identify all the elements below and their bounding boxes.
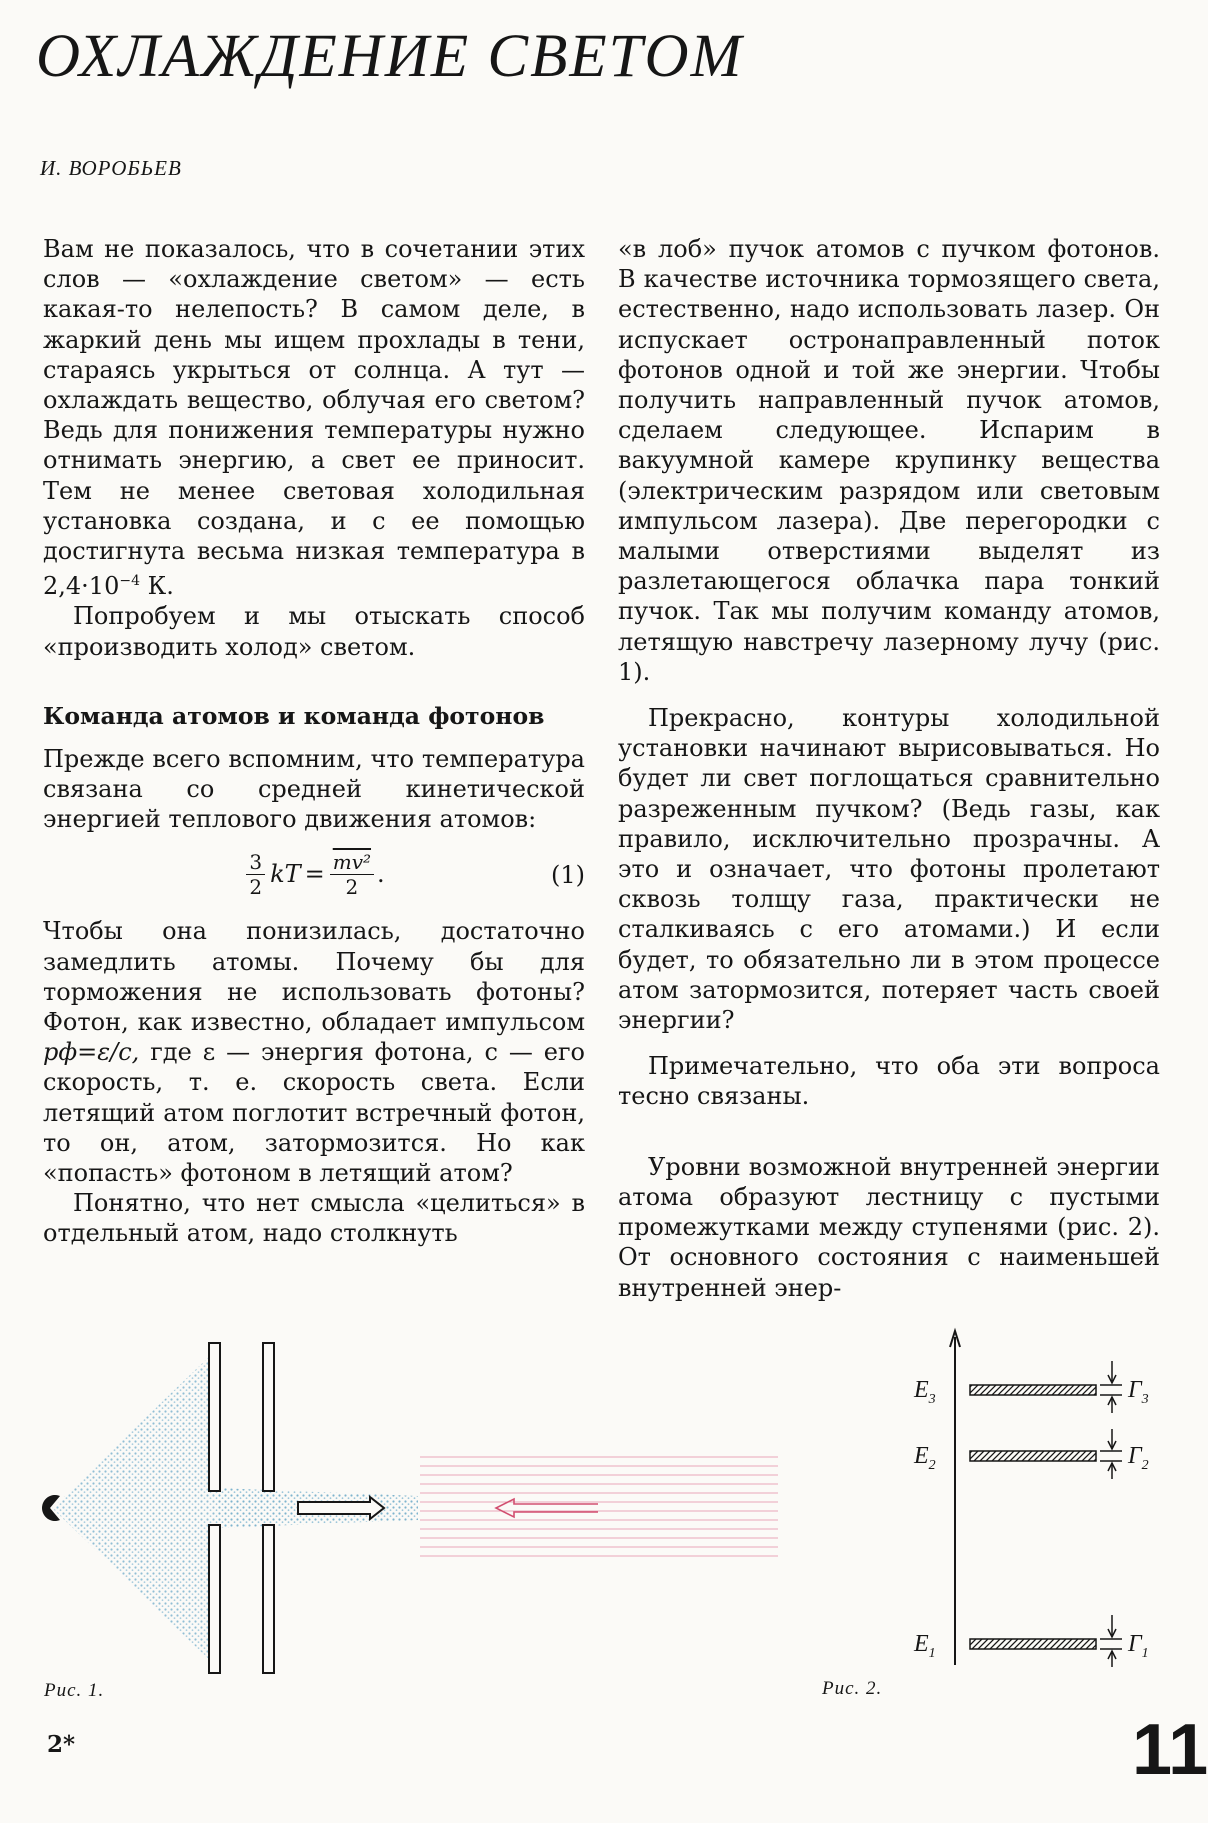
figure-1-diagram (38, 1338, 798, 1678)
article-author: И. ВОРОБЬЕВ (40, 156, 182, 180)
left-paragraph-4-text: Чтобы она понизилась, достаточно замедлить атомы. Почему бы для торможения не использовать фотоны? Фотон, как известно, обладает импульсом (43, 917, 585, 1037)
label-G1: $Г_1$ (1128, 1631, 1149, 1661)
partition-lower-right (263, 1525, 274, 1673)
article-title: ОХЛАЖДЕНИЕ СВЕТОМ (36, 23, 744, 90)
signature-mark: 2* (47, 1731, 76, 1758)
width-marker-1 (1100, 1615, 1122, 1667)
width-marker-3 (1100, 1361, 1122, 1413)
formula-lhs-denominator: 2 (249, 874, 263, 899)
formula-kt: kT (270, 860, 301, 889)
right-paragraph-3: Примечательно, что оба эти вопроса тесно связаны. (618, 1052, 1160, 1111)
figure-2-caption: Рис. 2. (822, 1678, 883, 1699)
formula-period: . (377, 860, 385, 889)
right-paragraph-4: Уровни возможной внутренней энергии атома образуют лестницу с пустыми промежутками между ступенями (рис. 2). От основного состояния с наименьшей внутренней энер- (618, 1152, 1160, 1302)
right-column (618, 234, 1160, 1303)
temperature-exponent: −4 (119, 573, 140, 590)
formula-lhs-numerator: 3 (246, 850, 265, 875)
formula-number: (1) (551, 861, 585, 890)
energy-level-3 (970, 1385, 1096, 1395)
vapor-cloud (52, 1350, 216, 1666)
formula-lhs-fraction (246, 850, 265, 899)
momentum-formula: pф=ε/c, (43, 1038, 140, 1067)
left-paragraph-1 (43, 234, 585, 601)
partition-lower-left (209, 1525, 220, 1673)
formula-rhs-numerator (330, 850, 374, 875)
figure-1-caption: Рис. 1. (44, 1680, 105, 1701)
left-column (43, 234, 585, 1249)
formula-rhs-fraction (330, 850, 374, 899)
left-paragraph-1-text: Вам не показалось, что в сочетании этих слов — «охлаждение светом» — есть какая-то нелепость? В самом деле, в жаркий день мы ищем прохлады в тени, стараясь укрыться от солнца. А тут — охлаждать вещество, облучая его светом? Ведь для понижения температуры нужно отнимать энергию, а свет ее приносит. Тем не менее световая холодильная установка создана, и с ее помощью достигнута весьма низкая температура в (43, 235, 585, 566)
page-number: 11 (1132, 1710, 1208, 1790)
left-paragraph-4 (43, 916, 585, 1188)
label-G2: $Г_2$ (1128, 1443, 1149, 1473)
left-paragraph-3: Прежде всего вспомним, что температура связана со средней кинетической энергией теплового движения атомов: (43, 744, 585, 834)
energy-level-1 (970, 1639, 1096, 1649)
figure-2-diagram (900, 1325, 1160, 1670)
temperature-value: 2,4·10 (43, 572, 120, 601)
formula-mv2: mv² (332, 849, 372, 874)
left-paragraph-5: Понятно, что нет смысла «целиться» в отдельный атом, надо столкнуть (43, 1189, 585, 1248)
formula-rhs-denominator: 2 (345, 874, 359, 899)
label-E3: $E_3$ (914, 1377, 936, 1407)
left-paragraph-2: Попробуем и мы отыскать способ «производить холод» светом. (43, 602, 585, 661)
left-paragraph-4-continuation: где ε — энергия фотона, c — его скорость, т. е. скорость света. Если летящий атом поглотит встречный фотон, то он, атом, затормозится. Но как «попасть» фотоном в летящий атом? (43, 1038, 585, 1188)
partition-upper-right (263, 1343, 274, 1491)
formula-1 (43, 840, 585, 908)
width-marker-2 (1100, 1429, 1122, 1479)
label-E1: $E_1$ (914, 1631, 936, 1661)
formula-equals: = (304, 860, 325, 889)
laser-beam (420, 1457, 778, 1556)
section-heading: Команда атомов и команда фотонов (43, 701, 545, 730)
temperature-unit: К. (147, 572, 174, 601)
label-E2: $E_2$ (914, 1443, 936, 1473)
energy-level-2 (970, 1451, 1096, 1461)
partition-upper-left (209, 1343, 220, 1491)
right-paragraph-1: «в лоб» пучок атомов с пучком фотонов. В качестве источника тормозящего света, естественно, надо использовать лазер. Он испускает остронаправленный поток фотонов одной и той же энергии. Чтобы получить направленный пучок атомов, сделаем следующее. Испарим в вакуумной камере крупинку вещества (электрическим разрядом или световым импульсом лазера). Две перегородки с малыми отверстиями выделят из разлетающегося облачка пара тонкий пучок. Так мы получим команду атомов, летящую навстречу лазерному лучу (рис. 1). (618, 235, 1160, 686)
right-paragraph-2: Прекрасно, контуры холодильной установки начинают вырисовываться. Но будет ли свет поглощаться сравнительно разреженным пучком? (Ведь газы, как правило, исключительно прозрачны. А это и означает, что фотоны пролетают сквозь толщу газа, практически не сталкиваясь с его атомами.) И если будет, то обязательно ли в этом процессе атом затормозится, потеряет часть своей энергии? (618, 704, 1160, 1035)
label-G3: $Г_3$ (1128, 1377, 1149, 1407)
